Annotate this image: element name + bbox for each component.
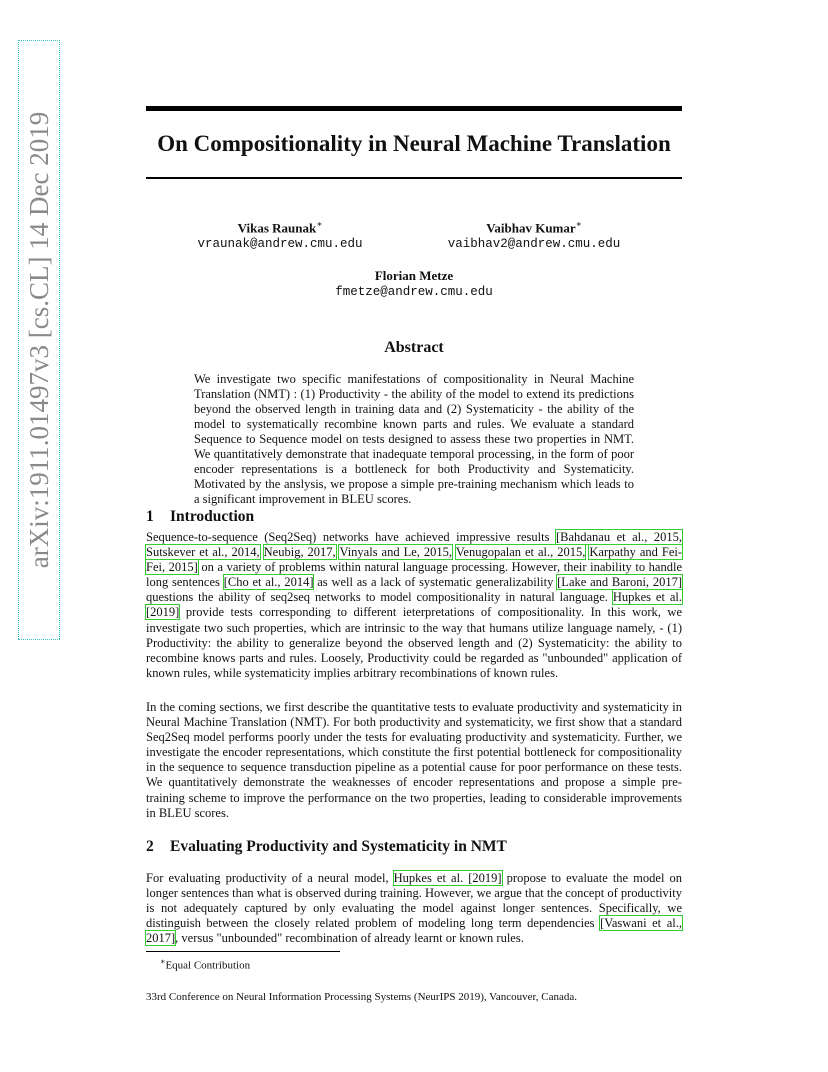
- author-name: Florian Metze: [374, 268, 454, 283]
- citation-link[interactable]: Vinyals and Le, 2015,: [339, 545, 452, 560]
- intro-paragraph-2: In the coming sections, we first describe the quantitative tests to evaluate productivity and systematicity in Neural Machine Translation (NMT). For both productivity and systematicity, we first show that a standard Seq2Seq model performs poorly under the tests for evaluating productivity and systematicity. Further, we investigate the encoder representations, which constitute the first potential bottleneck for compositionality in the sequence to sequence transduction pipeline as a potential cause for poor performance on these tests. We quantitatively demonstrate the weaknesses of encoder representations and propose a simple pre-training scheme to improve the performance on the two properties, leading to considerable improvements in BLEU scores.: [146, 700, 682, 820]
- author-block: [430, 216, 638, 252]
- title-bottom-rule: [146, 177, 682, 179]
- citation-link[interactable]: Hupkes et al. [2019]: [146, 590, 683, 620]
- citation-link[interactable]: [Vaswani et al., 2017]: [146, 916, 682, 946]
- author-email[interactable]: vraunak@andrew.cmu.edu: [197, 237, 363, 252]
- citation-link[interactable]: [Bahdanau et al., 2015,: [555, 530, 683, 544]
- footnote: ∗Equal Contribution: [160, 957, 251, 972]
- author-block: [314, 268, 514, 300]
- author-block: [180, 216, 380, 252]
- paper-title: On Compositionality in Neural Machine Translation: [157, 131, 671, 156]
- citation-link[interactable]: Neubig, 2017,: [263, 545, 336, 560]
- intro-paragraph-1: Sequence-to-sequence (Seq2Seq) networks have achieved impressive results [Bahdanau et al., 2015, Sutskever et al., 2014, Neubig, 2017, Vinyals and Le, 2015, Venugopalan et al., 2015, Karpathy and Fei-Fei, 2015] on a variety of problems within natural language processing. However, their inability to handle long sentences [Cho et al., 2014] as well as a lack of systematic generalizability [Lake and Baroni, 2017] questions the ability of seq2seq networks to model compositionality in natural language. Hupkes et al. [2019] provide tests corresponding to different ieterpretations of compositionality. In this work, we investigate two such properties, which are intrinsic to the way that humans utilize language namely, - (1) Productivity: the ability to generalize beyond the observed length and (2) Systematicity: the ability to recombine knows parts and rules. Loosely, Productivity could be regarded as "unbounded" application of known rules, while systematicity implies arbitrary recombinations of known rules.: [146, 530, 683, 680]
- author-email[interactable]: fmetze@andrew.cmu.edu: [335, 285, 493, 299]
- section-heading-evaluating: 2 Evaluating Productivity and Systematicity in NMT: [146, 838, 507, 855]
- citation-link[interactable]: [Lake and Baroni, 2017]: [557, 575, 682, 590]
- abstract-text: We investigate two specific manifestations of compositionality in Neural Machine Translation (NMT) : (1) Productivity - the ability of the model to extend its predictions beyond the observed length in training data and (2) Systematicity - the ability of the model to systematically recombine known parts and rules. We evaluate a standard Sequence to Sequence model on tests designed to assess these two properties in NMT. We quantitatively demonstrate that inadequate temporal processing, in the form of poor encoder representations is a bottleneck for both Productivity and Systematicity. Motivated by the anslysis, we propose a simple pre-training mechanism which leads to a significant improvement in BLEU scores.: [194, 372, 634, 506]
- conference-footer: 33rd Conference on Neural Information Processing Systems (NeurIPS 2019), Vancouver, Canada.: [146, 991, 578, 1003]
- abstract-heading: Abstract: [384, 339, 444, 356]
- citation-link[interactable]: Venugopalan et al., 2015,: [455, 545, 586, 560]
- arxiv-identifier-stamp: arXiv:1911.01497v3 [cs.CL] 14 Dec 2019: [18, 40, 60, 640]
- section2-paragraph-1: For evaluating productivity of a neural model, Hupkes et al. [2019] propose to evaluate the model on longer sentences than what is observed during training. However, we argue that the concept of productivity is not adequately captured by only evaluating the model against longer sentences. Specifically, we distinguish between the closely related problem of modeling long term dependencies [Vaswani et al., 2017], versus "unbounded" recombination of already learnt or known rules.: [146, 871, 683, 946]
- citation-link[interactable]: Karpathy and Fei-Fei, 2015]: [146, 545, 683, 575]
- citation-link[interactable]: Sutskever et al., 2014,: [146, 545, 260, 560]
- title-top-rule: [146, 106, 682, 111]
- author-name: Vaibhav Kumar∗: [486, 219, 582, 236]
- section-heading-introduction: 1 Introduction: [146, 508, 255, 525]
- citation-link[interactable]: [Cho et al., 2014]: [223, 575, 314, 590]
- citation-link[interactable]: Hupkes et al. [2019]: [393, 871, 502, 885]
- footnote-rule: [146, 951, 340, 952]
- author-name: Vikas Raunak∗: [237, 219, 323, 236]
- author-email[interactable]: vaibhav2@andrew.cmu.edu: [447, 237, 621, 252]
